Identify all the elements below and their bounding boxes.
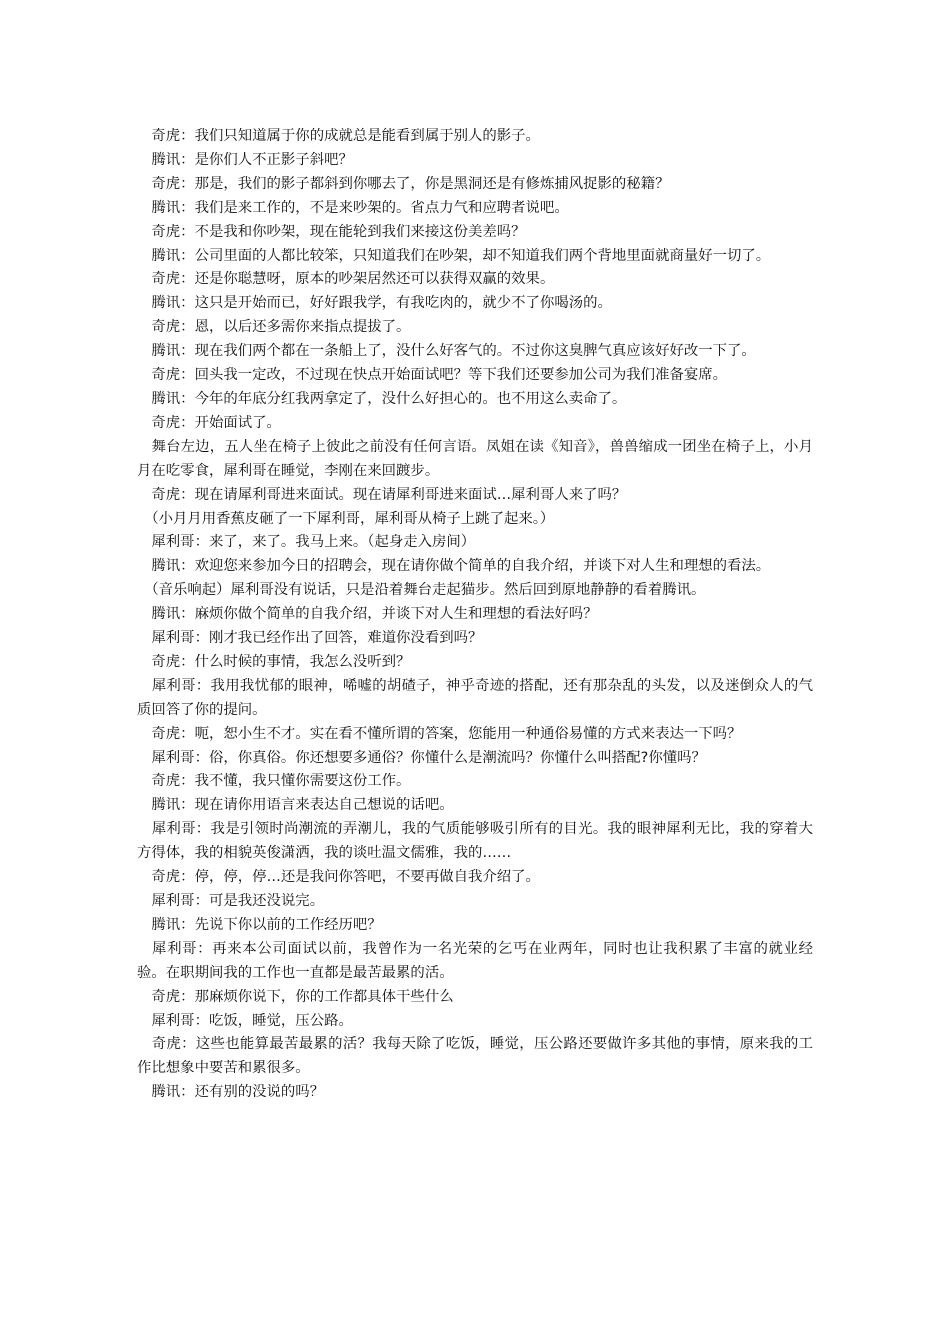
- paragraph: 奇虎：我不懂，我只懂你需要这份工作。: [137, 773, 411, 790]
- paragraph: 犀利哥：俗，你真俗。你还想要多通俗？你懂什么是潮流吗？你懂什么叫搭配?你懂吗？: [137, 749, 706, 766]
- paragraph: 犀利哥：吃饭，睡觉，压公路。: [137, 1012, 353, 1029]
- paragraph: 腾讯：先说下你以前的工作经历吧？: [137, 916, 382, 933]
- paragraph: 奇虎：那是，我们的影子都斜到你哪去了，你是黑洞还是有修炼捕风捉影的秘籍？: [137, 175, 670, 192]
- paragraph: 腾讯：麻烦你做个简单的自我介绍，并谈下对人生和理想的看法好吗？: [137, 606, 598, 623]
- paragraph: （小月月用香蕉皮砸了一下犀利哥，犀利哥从椅子上跳了起来。）: [137, 510, 555, 527]
- paragraph: 奇虎：停，停，停…还是我问你答吧，不要再做自我介绍了。: [137, 869, 540, 886]
- paragraph: 犀利哥：我是引领时尚潮流的弄潮儿，我的气质能够吸引所有的目光。我的眼神犀利无比，我的穿着大方得体，我的相貌英俊潇洒，我的谈吐温文儒雅，我的……: [137, 821, 813, 862]
- paragraph: 奇虎：我们只知道属于你的成就总是能看到属于别人的影子。: [137, 128, 540, 144]
- paragraph: 奇虎：还是你聪慧呀，原本的吵架居然还可以获得双赢的效果。: [137, 271, 555, 288]
- paragraph: 腾讯：今年的年底分红我两拿定了，没什么好担心的。也不用这么卖命了。: [137, 390, 627, 407]
- paragraph: 奇虎：开始面试了。: [137, 414, 281, 431]
- paragraph: 奇虎：恩，以后还多需你来指点提拔了。: [137, 319, 411, 336]
- paragraph: 犀利哥：来了，来了。我马上来。（起身走入房间）: [137, 534, 476, 551]
- paragraph: 腾讯：还有别的没说的吗？: [137, 1084, 325, 1101]
- paragraph: 奇虎：呃，恕小生不才。实在看不懂所谓的答案，您能用一种通俗易懂的方式来表达一下吗？: [137, 725, 742, 742]
- paragraph: 犀利哥：我用我忧郁的眼神，唏嘘的胡碴子，神乎奇迹的搭配，还有那杂乱的头发，以及迷倒众人的气质回答了你的提问。: [137, 677, 813, 718]
- paragraph: 奇虎：现在请犀利哥进来面试。现在请犀利哥进来面试…犀利哥人来了吗？: [137, 486, 627, 503]
- paragraph: 奇虎：这些也能算最苦最累的活？我每天除了吃饭，睡觉，压公路还要做许多其他的事情，原来我的工作比想象中要苦和累很多。: [137, 1036, 813, 1077]
- paragraph: 奇虎：不是我和你吵架，现在能轮到我们来接这份美差吗？: [137, 223, 526, 240]
- paragraph: 腾讯：现在我们两个都在一条船上了，没什么好客气的。不过你这臭脾气真应该好好改一下了。: [137, 343, 756, 360]
- paragraph: 腾讯：是你们人不正影子斜吧？: [137, 151, 353, 168]
- paragraph: 舞台左边，五人坐在椅子上彼此之前没有任何言语。凤姐在读《知音》，兽兽缩成一团坐在椅子上，小月月在吃零食，犀利哥在睡觉，李刚在来回踱步。: [137, 438, 813, 479]
- paragraph: （音乐响起）犀利哥没有说话，只是沿着舞台走起猫步。然后回到原地静静的看着腾讯。: [137, 582, 706, 599]
- paragraph: 腾讯：公司里面的人都比较笨，只知道我们在吵架，却不知道我们两个背地里面就商量好一切了。: [137, 247, 771, 264]
- paragraph: 奇虎：什么时候的事情，我怎么没听到？: [137, 653, 411, 670]
- document-body: [137, 125, 813, 1105]
- paragraph: 腾讯：我们是来工作的，不是来吵架的。省点力气和应聘者说吧。: [137, 199, 569, 216]
- paragraph: 奇虎：回头我一定改，不过现在快点开始面试吧？等下我们还要参加公司为我们准备宴席。: [137, 367, 728, 384]
- paragraph: 腾讯：欢迎您来参加今日的招聘会，现在请你做个简单的自我介绍，并谈下对人生和理想的看法。: [137, 558, 771, 575]
- paragraph: 犀利哥：可是我还没说完。: [137, 893, 325, 909]
- paragraph: 奇虎：那麻烦你说下，你的工作都具体干些什么: [137, 988, 454, 1005]
- paragraph: 腾讯：这只是开始而已，好好跟我学，有我吃肉的，就少不了你喝汤的。: [137, 295, 612, 312]
- paragraph: 犀利哥：刚才我已经作出了回答，难道你没看到吗？: [137, 630, 483, 647]
- paragraph: 犀利哥：再来本公司面试以前，我曾作为一名光荣的乞丐在业两年，同时也让我积累了丰富的就业经验。在职期间我的工作也一直都是最苦最累的活。: [137, 940, 813, 981]
- paragraph: 腾讯：现在请你用语言来表达自己想说的话吧。: [137, 797, 454, 814]
